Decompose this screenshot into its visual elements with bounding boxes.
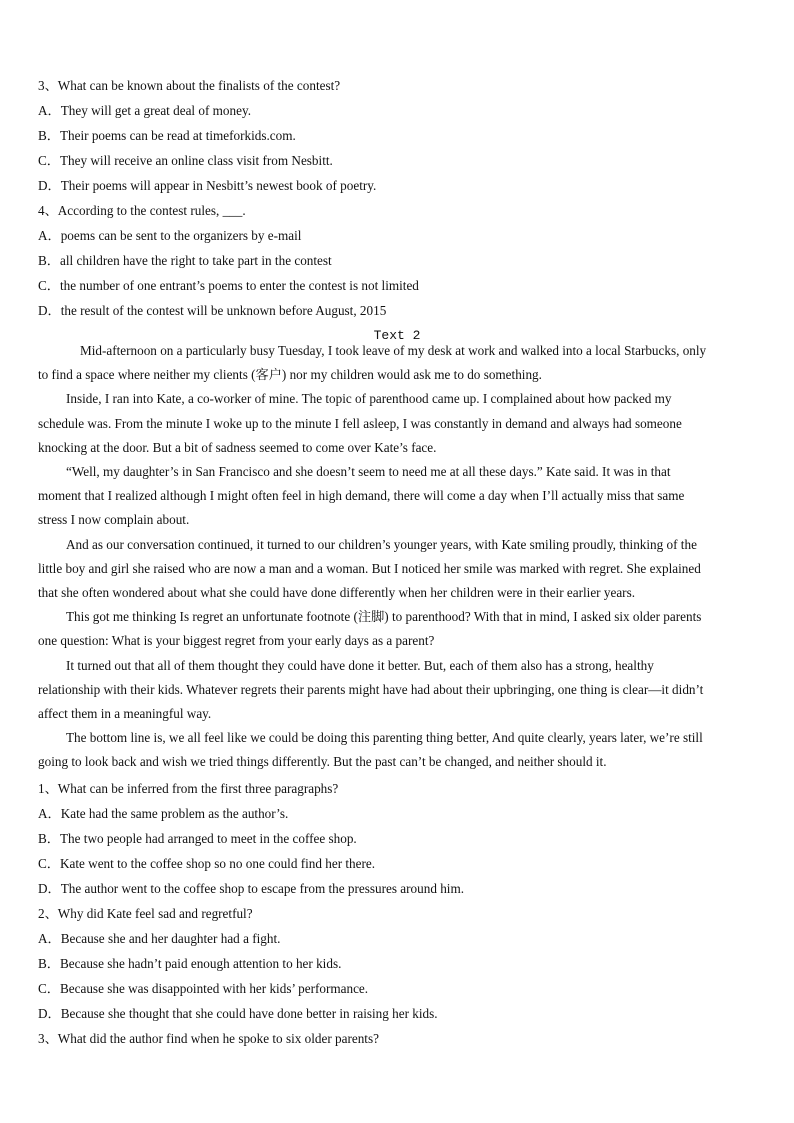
paragraph-line: relationship with their kids. Whatever regrets their parents might have had about their upbringing, one thing is clear—it didn’t [38, 682, 704, 697]
answer-option: A．Kate had the same problem as the author’s. [38, 806, 289, 821]
paragraph-line: going to look back and wish we tried things differently. But the past can’t be changed, and neither should it. [38, 754, 607, 769]
paragraph-line: It turned out that all of them thought they could have done it better. But, each of them also has a strong, healthy [66, 658, 654, 673]
answer-option: A．They will get a great deal of money. [38, 103, 252, 118]
question: 2、Why did Kate feel sad and regretful? [38, 906, 253, 921]
question: 3、What did the author find when he spoke to six older parents? [38, 1031, 379, 1046]
answer-option: C．They will receive an online class visit from Nesbitt. [38, 153, 333, 168]
answer-option: D．the result of the contest will be unknown before August, 2015 [38, 303, 387, 318]
paragraph-line: The bottom line is, we all feel like we could be doing this parenting thing better, And quite clearly, years later, we’re still [66, 730, 703, 745]
paragraph-line: little boy and girl she raised who are now a man and a woman. But I noticed her smile was marked with regret. She explained [38, 561, 701, 576]
answer-option: B．Their poems can be read at timeforkids.com. [38, 128, 296, 143]
paragraph-line: one question: What is your biggest regret from your early days as a parent? [38, 633, 435, 648]
paragraph-line: stress I now complain about. [38, 512, 190, 527]
paragraph-line: Inside, I ran into Kate, a co-worker of mine. The topic of parenthood came up. I complained about how packed my [66, 391, 672, 406]
answer-option: B．The two people had arranged to meet in the coffee shop. [38, 831, 357, 846]
text-title: Text 2 [373, 328, 421, 343]
paragraph-line: affect them in a meaningful way. [38, 706, 212, 721]
paragraph-line: Mid-afternoon on a particularly busy Tuesday, I took leave of my desk at work and walked into a local Starbucks, only [80, 343, 707, 358]
paragraph-line: “Well, my daughter’s in San Francisco and she doesn’t seem to need me at all these days.” Kate said. It was in that [66, 464, 671, 479]
answer-option: D．Their poems will appear in Nesbitt’s newest book of poetry. [38, 178, 377, 193]
question: 1、What can be inferred from the first three paragraphs? [38, 781, 339, 796]
paragraph-line: that she often wondered about what she could have done differently when her children were in their earlier years. [38, 585, 635, 600]
answer-option: D．The author went to the coffee shop to escape from the pressures around him. [38, 881, 465, 896]
answer-option: A．Because she and her daughter had a fight. [38, 931, 281, 946]
answer-option: B．Because she hadn’t paid enough attention to her kids. [38, 956, 342, 971]
answer-option: D．Because she thought that she could have done better in raising her kids. [38, 1006, 438, 1021]
paragraph-line: moment that I realized although I might often feel in high demand, there will come a day when I’ll actually miss that same [38, 488, 685, 503]
paragraph-line: to find a space where neither my clients (客户) nor my children would ask me to do something. [38, 367, 542, 382]
answer-option: C．Kate went to the coffee shop so no one could find her there. [38, 856, 376, 871]
paragraph-line: And as our conversation continued, it turned to our children’s younger years, with Kate smiling proudly, thinking of the [66, 537, 697, 552]
question: 4、According to the contest rules, ___. [38, 203, 246, 218]
answer-option: C．Because she was disappointed with her kids’ performance. [38, 981, 369, 996]
paragraph-line: knocking at the door. But a bit of sadness seemed to come over Kate’s face. [38, 440, 437, 455]
answer-option: B．all children have the right to take part in the contest [38, 253, 332, 268]
answer-option: A．poems can be sent to the organizers by e-mail [38, 228, 302, 243]
paragraph-line: schedule was. From the minute I woke up to the minute I fell asleep, I was constantly in demand and always had someone [38, 416, 682, 431]
paragraph-line: This got me thinking Is regret an unfortunate footnote (注脚) to parenthood? With that in mind, I asked six older parents [66, 609, 702, 624]
answer-option: C．the number of one entrant’s poems to enter the contest is not limited [38, 278, 419, 293]
question: 3、What can be known about the finalists of the contest? [38, 78, 341, 93]
